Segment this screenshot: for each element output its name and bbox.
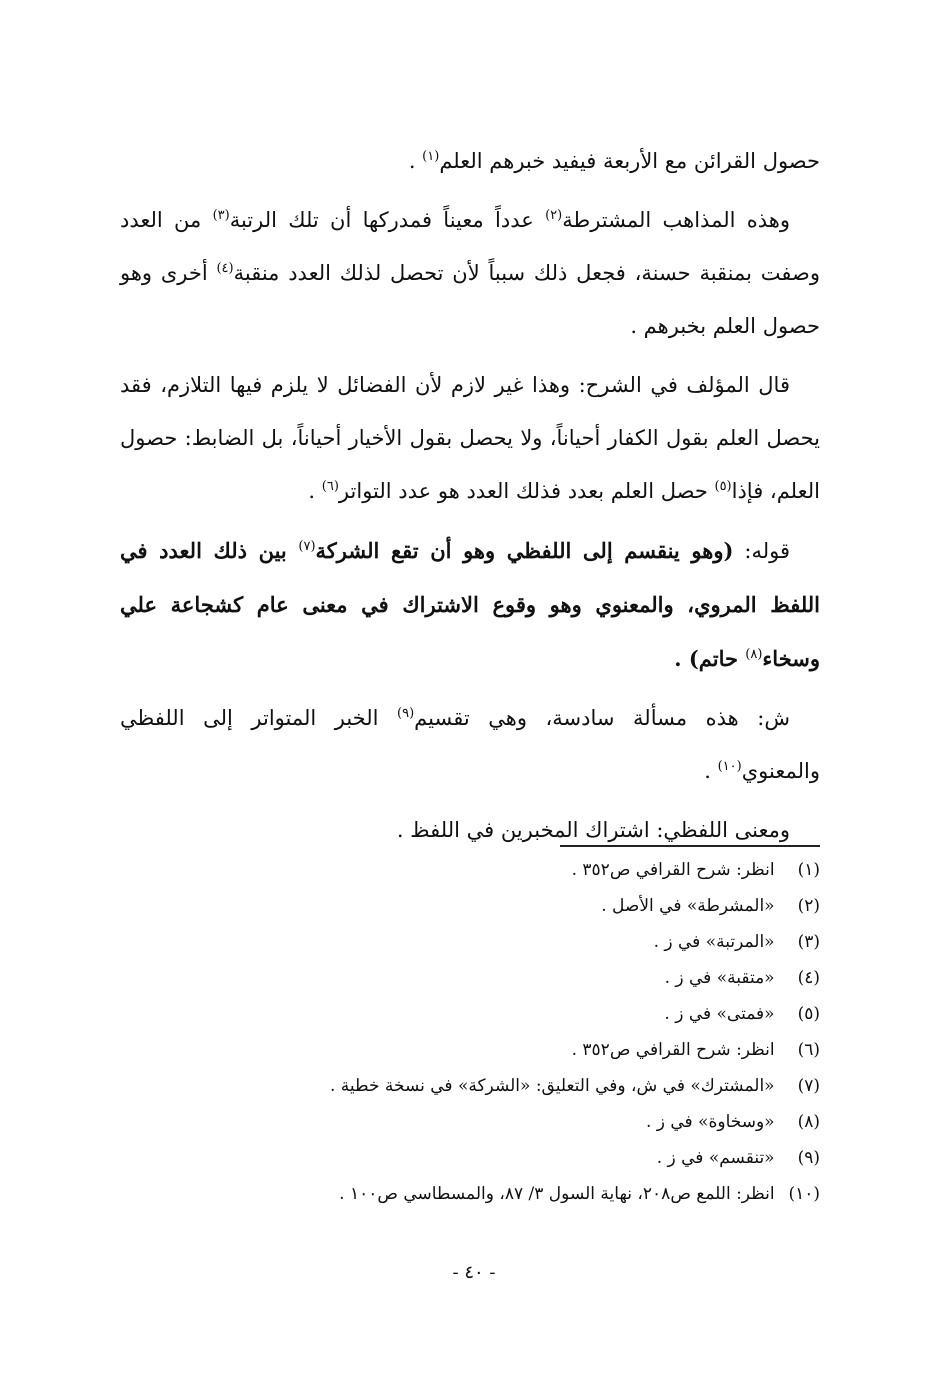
paragraph-4-part-c: حاتم) . <box>674 646 746 671</box>
footnotes <box>120 852 820 1212</box>
footnote-ref-10[interactable]: (١٠) <box>717 759 742 774</box>
paragraph-3-part-c: . <box>308 479 322 503</box>
footnote-text: «المرتبة» في ز . <box>653 932 775 952</box>
footnote-text: انظر: شرح القرافي ص٣٥٢ . <box>571 860 775 880</box>
footnote-2 <box>120 888 820 924</box>
footnote-text: «تنقسم» في ز . <box>656 1148 775 1168</box>
paragraph-2-part-b: عدداً معيناً فمدركها أن تلك الرتبة <box>229 208 546 232</box>
footnote-7 <box>120 1068 820 1104</box>
footnote-number: (٢) <box>797 896 820 916</box>
paragraph-4-part-a: (وهو ينقسم إلى اللفظي وهو أن تقع الشركة <box>315 538 734 563</box>
paragraph-2 <box>120 194 820 353</box>
paragraph-1-end: . <box>408 149 423 173</box>
paragraph-5 <box>120 692 820 798</box>
paragraph-2-part-d: أخرى وهو حصول العلم بخبرهم . <box>120 261 820 338</box>
paragraph-4-part-b: بين ذلك العدد في اللفظ المروي، والمعنوي وهو وقوع الاشتراك في معنى عام كشجاعة علي وسخاء <box>120 538 820 671</box>
footnote-1 <box>120 852 820 888</box>
footnote-number: (٦) <box>797 1040 820 1060</box>
footnote-3 <box>120 924 820 960</box>
footnote-text: «المشرطة» في الأصل . <box>601 896 775 916</box>
page-number: - ٤٠ - <box>452 1262 496 1283</box>
paragraph-3-part-b: حصل العلم بعدد فذلك العدد هو عدد التواتر <box>338 479 715 503</box>
footnote-6 <box>120 1032 820 1068</box>
paragraph-2-part-a: وهذه المذاهب المشترطة <box>562 208 790 232</box>
footnote-ref-5[interactable]: (٥) <box>714 479 732 494</box>
paragraph-3 <box>120 359 820 518</box>
footnote-4 <box>120 960 820 996</box>
paragraph-2-part-c: من العدد وصفت بمنقبة حسنة، فجعل ذلك سبباً لأن تحصل لذلك العدد منقبة <box>120 208 820 285</box>
footnote-number: (١٠) <box>788 1184 820 1204</box>
footnote-ref-1[interactable]: (١) <box>422 149 440 164</box>
paragraph-3-part-a: قال المؤلف في الشرح: وهذا غير لازم لأن الفضائل لا يلزم فيها التلازم، فقد يحصل العلم بقول الكفار أحياناً، ولا يحصل بقول الأخيار أحياناً، بل الضابط: حصول العلم، فإذا <box>120 373 820 503</box>
footnote-ref-4[interactable]: (٤) <box>216 261 234 276</box>
paragraph-5-part-b: الخبر المتواتر إلى اللفظي والمعنوي <box>120 706 820 783</box>
footnote-8 <box>120 1104 820 1140</box>
footnote-text: انظر: شرح القرافي ص٣٥٢ . <box>571 1040 775 1060</box>
paragraph-4 <box>120 524 820 686</box>
paragraph-4-lead: قوله: <box>733 539 791 563</box>
main-text <box>120 135 820 857</box>
footnote-text: «متقبة» في ز . <box>664 968 775 988</box>
footnote-text: «فمتى» في ز . <box>664 1004 775 1024</box>
footnote-9 <box>120 1140 820 1176</box>
footnote-ref-8[interactable]: (٨) <box>745 647 763 662</box>
footnote-ref-3[interactable]: (٣) <box>212 208 230 223</box>
paragraph-5-part-c: . <box>704 759 718 783</box>
footnote-5 <box>120 996 820 1032</box>
footnote-ref-9[interactable]: (٩) <box>397 706 415 721</box>
paragraph-1 <box>120 135 820 188</box>
footnote-number: (٩) <box>797 1148 820 1168</box>
footnote-number: (١) <box>797 860 820 880</box>
paragraph-1-text: حصول القرائن مع الأربعة فيفيد خبرهم العلم <box>439 149 820 173</box>
footnote-text: «وسخاوة» في ز . <box>645 1112 775 1132</box>
paragraph-5-part-a: ش: هذه مسألة سادسة، وهي تقسيم <box>414 706 790 730</box>
footnote-ref-7[interactable]: (٧) <box>298 539 316 554</box>
footnote-separator <box>560 845 820 847</box>
footnote-10 <box>120 1176 820 1212</box>
footnote-number: (٣) <box>797 932 820 952</box>
footnote-number: (٧) <box>797 1076 820 1096</box>
footnote-text: انظر: اللمع ص٢٠٨، نهاية السول ٣/ ٨٧، والمسطاسي ص١٠٠ . <box>339 1184 775 1204</box>
footnote-number: (٨) <box>797 1112 820 1132</box>
footnote-text: «المشترك» في ش، وفي التعليق: «الشركة» في نسخة خطية . <box>329 1076 775 1096</box>
footnote-number: (٤) <box>797 968 820 988</box>
footnote-ref-2[interactable]: (٢) <box>545 208 563 223</box>
paragraph-6-text: ومعنى اللفظي: اشتراك المخبرين في اللفظ . <box>396 818 790 842</box>
footnote-number: (٥) <box>797 1004 820 1024</box>
footnote-ref-6[interactable]: (٦) <box>321 479 339 494</box>
paragraph-6 <box>120 804 820 857</box>
